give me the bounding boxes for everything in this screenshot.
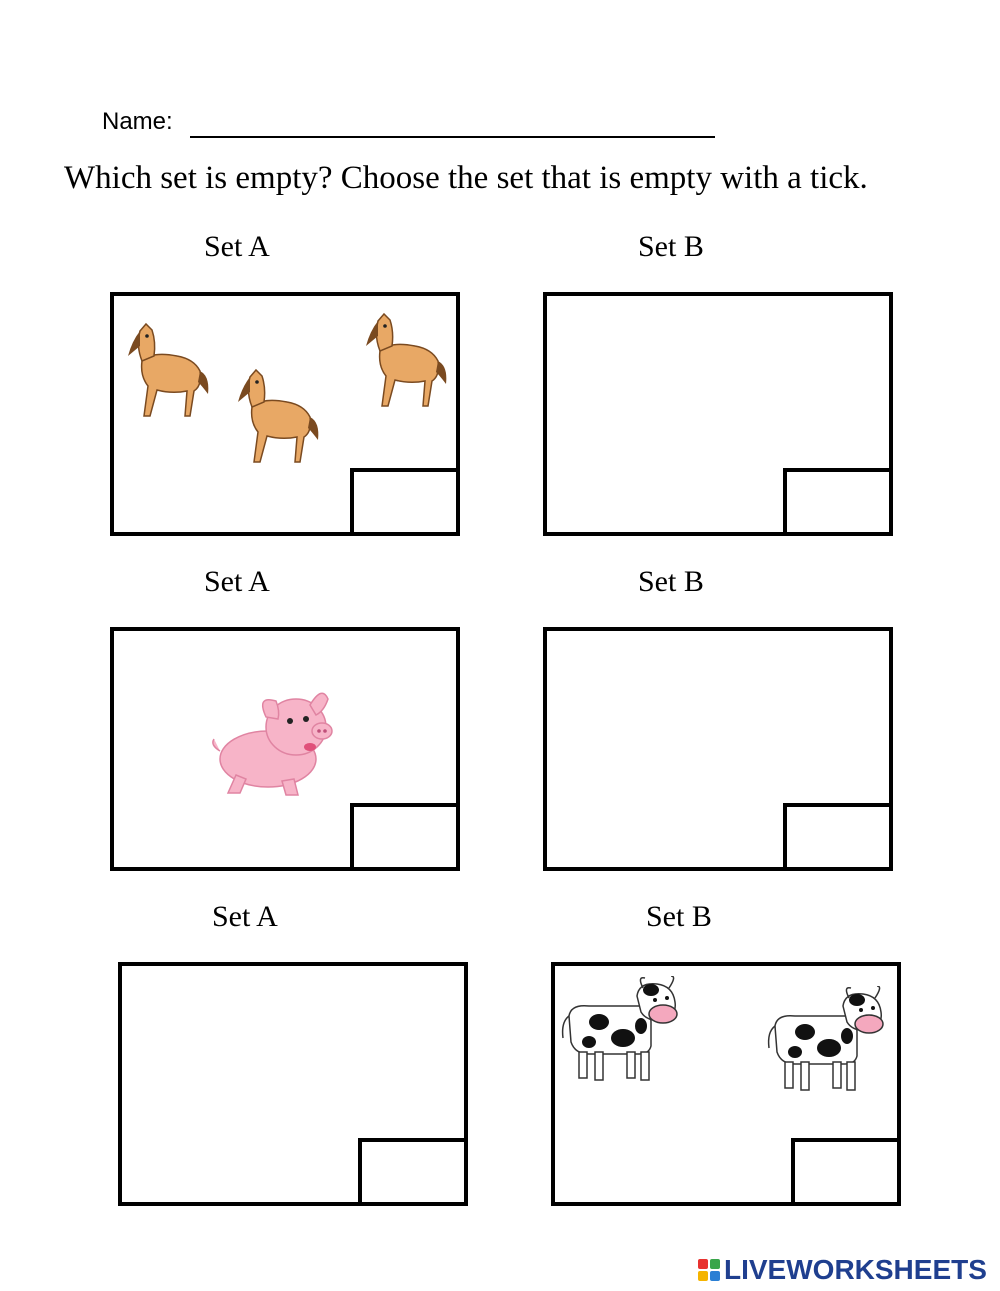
set-b-label-row3: Set B [646,900,712,933]
set-a-box-row3 [118,962,468,1206]
set-b-box-row2 [543,627,893,871]
pig-icon [206,685,342,801]
name-label: Name: [102,108,173,135]
logo-text: LIVEWORKSHEETS [724,1254,987,1285]
cow-icon [765,986,889,1098]
horse-icon [232,362,322,472]
set-b-box-row1 [543,292,893,536]
set-a-label-row1: Set A [204,230,270,263]
set-a-label-row3: Set A [212,900,278,933]
logo-square-icon [698,1259,708,1269]
instruction: Which set is empty? Choose the set that is empty with a tick. [64,160,868,196]
set-b-label-row2: Set B [638,565,704,598]
cow-icon [559,976,683,1088]
set-a-box-row2 [110,627,460,871]
set-a-label-row2: Set A [204,565,270,598]
horse-icon [360,306,450,416]
name-line[interactable] [190,136,715,138]
tick-box-set-b-row2[interactable] [783,803,893,871]
tick-box-set-a-row2[interactable] [350,803,460,871]
logo-mark-icon [698,1259,720,1281]
tick-box-set-a-row1[interactable] [350,468,460,536]
logo-square-icon [710,1259,720,1269]
logo-square-icon [698,1271,708,1281]
logo-square-icon [710,1271,720,1281]
tick-box-set-a-row3[interactable] [358,1138,468,1206]
tick-box-set-b-row3[interactable] [791,1138,901,1206]
horse-icon [122,316,212,426]
liveworksheets-logo [698,1254,987,1286]
set-b-label-row1: Set B [638,230,704,263]
set-b-box-row3 [551,962,901,1206]
tick-box-set-b-row1[interactable] [783,468,893,536]
set-a-box-row1 [110,292,460,536]
